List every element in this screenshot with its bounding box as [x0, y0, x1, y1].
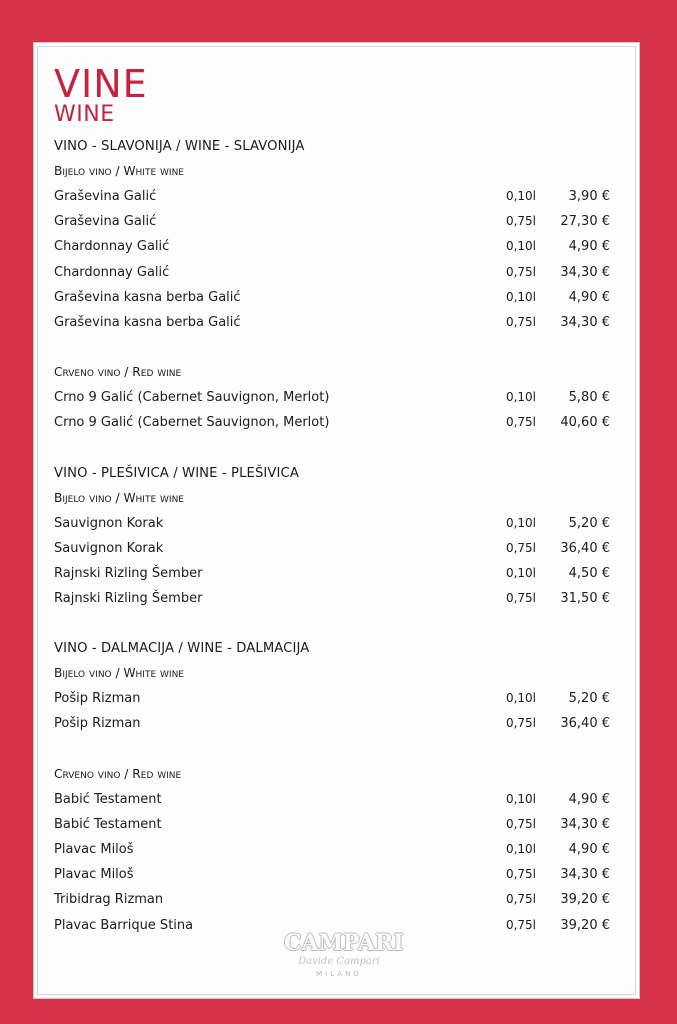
wine-name: Tribidrag Rizman [54, 892, 164, 908]
wine-price: 5,20 € [568, 515, 610, 531]
wine-name: Chardonnay Galić [54, 264, 170, 280]
category-heading: Crveno vino / Red wine [54, 365, 182, 380]
menu-item-row [54, 184, 614, 209]
category-heading: Bijelo vino / White wine [54, 164, 184, 178]
menu-item-row [54, 536, 614, 561]
menu-item-row [54, 586, 614, 611]
logo-city: MILANO [316, 970, 362, 978]
wine-name: Plavac Miloš [54, 842, 134, 857]
wine-volume: 0,10l [505, 565, 536, 580]
wine-price: 39,20 € [560, 917, 610, 933]
wine-price: 40,60 € [560, 415, 610, 431]
menu-item-row [54, 410, 614, 435]
wine-volume: 0,75l [505, 892, 536, 907]
group-spacer [54, 335, 614, 360]
wine-name: Sauvignon Korak [54, 515, 164, 531]
wine-price: 34,30 € [560, 264, 610, 280]
wine-price: 5,80 € [568, 390, 610, 406]
wine-volume: 0,10l [505, 791, 536, 806]
wine-price: 34,30 € [560, 314, 610, 330]
wine-volume: 0,75l [505, 264, 536, 279]
category-heading: Bijelo vino / White wine [54, 490, 184, 505]
region-heading: VINO - PLEŠIVICA / WINE - PLEŠIVICA [54, 465, 299, 481]
menu-item-row [54, 285, 614, 310]
wine-volume: 0,75l [505, 540, 536, 555]
wine-price: 4,90 € [568, 239, 610, 255]
wine-volume: 0,75l [505, 214, 536, 229]
menu-item-row [54, 837, 614, 862]
wine-volume: 0,10l [505, 390, 536, 405]
section-spacer [54, 436, 614, 461]
category-heading: Crveno vino / Red wine [54, 766, 182, 781]
wine-name: Graševina Galić [54, 189, 157, 204]
wine-name: Plavac Barrique Stina [54, 917, 194, 933]
wine-list [54, 134, 614, 938]
wine-volume: 0,10l [505, 691, 536, 706]
menu-item-row [54, 209, 614, 234]
wine-name: Rajnski Rizling Šember [54, 591, 203, 607]
region-heading: VINO - DALMACIJA / WINE - DALMACIJA [54, 641, 310, 657]
menu-item-row [54, 711, 614, 736]
wine-name: Crno 9 Galić (Cabernet Sauvignon, Merlot) [54, 390, 330, 406]
wine-name: Pošip Rizman [54, 691, 141, 707]
wine-volume: 0,75l [505, 314, 536, 329]
wine-volume: 0,75l [505, 415, 536, 430]
menu-item-row [54, 385, 614, 410]
wine-name: Crno 9 Galić (Cabernet Sauvignon, Merlot) [54, 415, 330, 431]
page-title: VINE [54, 62, 148, 106]
wine-volume: 0,75l [505, 816, 536, 831]
wine-name: Pošip Rizman [54, 716, 141, 732]
wine-price: 34,30 € [560, 816, 610, 832]
menu-item-row [54, 887, 614, 912]
wine-price: 34,30 € [560, 867, 610, 883]
wine-price: 27,30 € [560, 214, 610, 230]
wine-price: 5,20 € [568, 691, 610, 707]
wine-name: Babić Testament [54, 816, 162, 832]
menu-item-row [54, 787, 614, 812]
menu-item-row [54, 234, 614, 259]
wine-volume: 0,75l [505, 917, 536, 932]
wine-price: 36,40 € [560, 716, 610, 732]
wine-volume: 0,10l [505, 842, 536, 856]
wine-name: Graševina kasna berba Galić [54, 289, 241, 305]
menu-item-row [54, 686, 614, 711]
page-subtitle: WINE [54, 102, 115, 127]
campari-logo-watermark [284, 930, 404, 991]
section-spacer [54, 611, 614, 636]
wine-price: 4,50 € [568, 565, 610, 581]
wine-price: 3,90 € [568, 189, 610, 204]
menu-page [33, 42, 640, 999]
wine-volume: 0,10l [505, 239, 536, 254]
wine-name: Sauvignon Korak [54, 540, 164, 556]
wine-name: Graševina Galić [54, 214, 157, 230]
wine-volume: 0,75l [505, 867, 536, 882]
region-heading: VINO - SLAVONIJA / WINE - SLAVONIJA [54, 139, 305, 154]
wine-price: 4,90 € [568, 791, 610, 807]
wine-name: Chardonnay Galić [54, 239, 170, 255]
category-heading: Bijelo vino / White wine [54, 666, 184, 681]
wine-price: 4,90 € [568, 842, 610, 857]
wine-name: Babić Testament [54, 791, 162, 807]
menu-item-row [54, 260, 614, 285]
wine-price: 39,20 € [560, 892, 610, 908]
wine-name: Plavac Miloš [54, 867, 134, 883]
wine-volume: 0,75l [505, 591, 536, 606]
wine-price: 4,90 € [568, 289, 610, 305]
menu-item-row [54, 561, 614, 586]
menu-item-row [54, 511, 614, 536]
logo-brand: CAMPARI [284, 930, 404, 956]
logo-signature: Davide Campari [298, 956, 380, 967]
menu-item-row [54, 862, 614, 887]
wine-name: Rajnski Rizling Šember [54, 565, 203, 581]
wine-volume: 0,75l [505, 716, 536, 731]
wine-name: Graševina kasna berba Galić [54, 314, 241, 330]
wine-price: 36,40 € [560, 540, 610, 556]
group-spacer [54, 737, 614, 762]
wine-volume: 0,10l [505, 289, 536, 304]
wine-price: 31,50 € [560, 591, 610, 607]
wine-volume: 0,10l [505, 189, 536, 203]
menu-item-row [54, 310, 614, 335]
menu-item-row [54, 812, 614, 837]
wine-volume: 0,10l [505, 515, 536, 530]
